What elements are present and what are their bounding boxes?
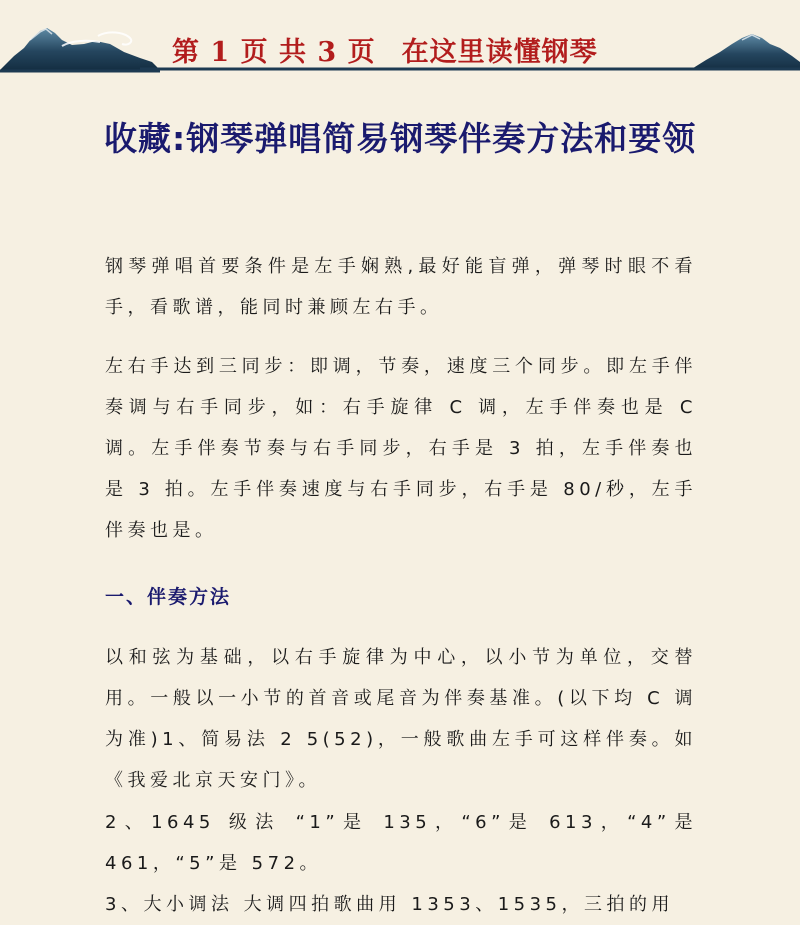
banner-heading [172, 30, 598, 69]
left-mountain-icon [0, 28, 160, 70]
paragraph-intro: 钢琴弹唱首要条件是左手娴熟,最好能盲弹，弹琴时眼不看手，看歌谱，能同时兼顾左右手。 [105, 256, 697, 318]
site-slogan: 在这里读懂钢琴 [401, 37, 598, 68]
paragraph-sync: 左右手达到三同步：即调，节奏，速度三个同步。即左手伴奏调与右手同步，如：右手旋律 C 调，左手伴奏也是 C 调。左手伴奏节奏与右手同步，右手是 3 拍，左手伴奏也是 3 拍。左手伴奏速度与右手同步，右手是 80/秒，左手伴奏也是。 [105, 356, 697, 541]
article-title: 收藏:钢琴弹唱简易钢琴伴奏方法和要领 [104, 119, 697, 158]
paragraph-method-1645: 2、1645 级法 “1”是 135，“6”是 613，“4”是 461，“5”是 572。 [105, 812, 697, 874]
paragraph-method-simple: 以和弦为基础，以右手旋律为中心，以小节为单位，交替用。一般以一小节的首音或尾音为伴奏基准。(以下均 C 调为准)1、简易法 2 5(52)，一般歌曲左手可这样伴奏。如《我爱北京天安门》。 [105, 647, 697, 791]
page-indicator: 第 1 页 共 3 页 [172, 37, 376, 68]
right-mountain-icon [690, 34, 800, 70]
paragraph-method-major-minor: 3、大小调法 大调四拍歌曲用 1353、1535，三拍的用 [105, 894, 675, 915]
page-banner [0, 0, 800, 78]
section-heading-accompaniment: 一、伴奏方法 [105, 586, 232, 608]
